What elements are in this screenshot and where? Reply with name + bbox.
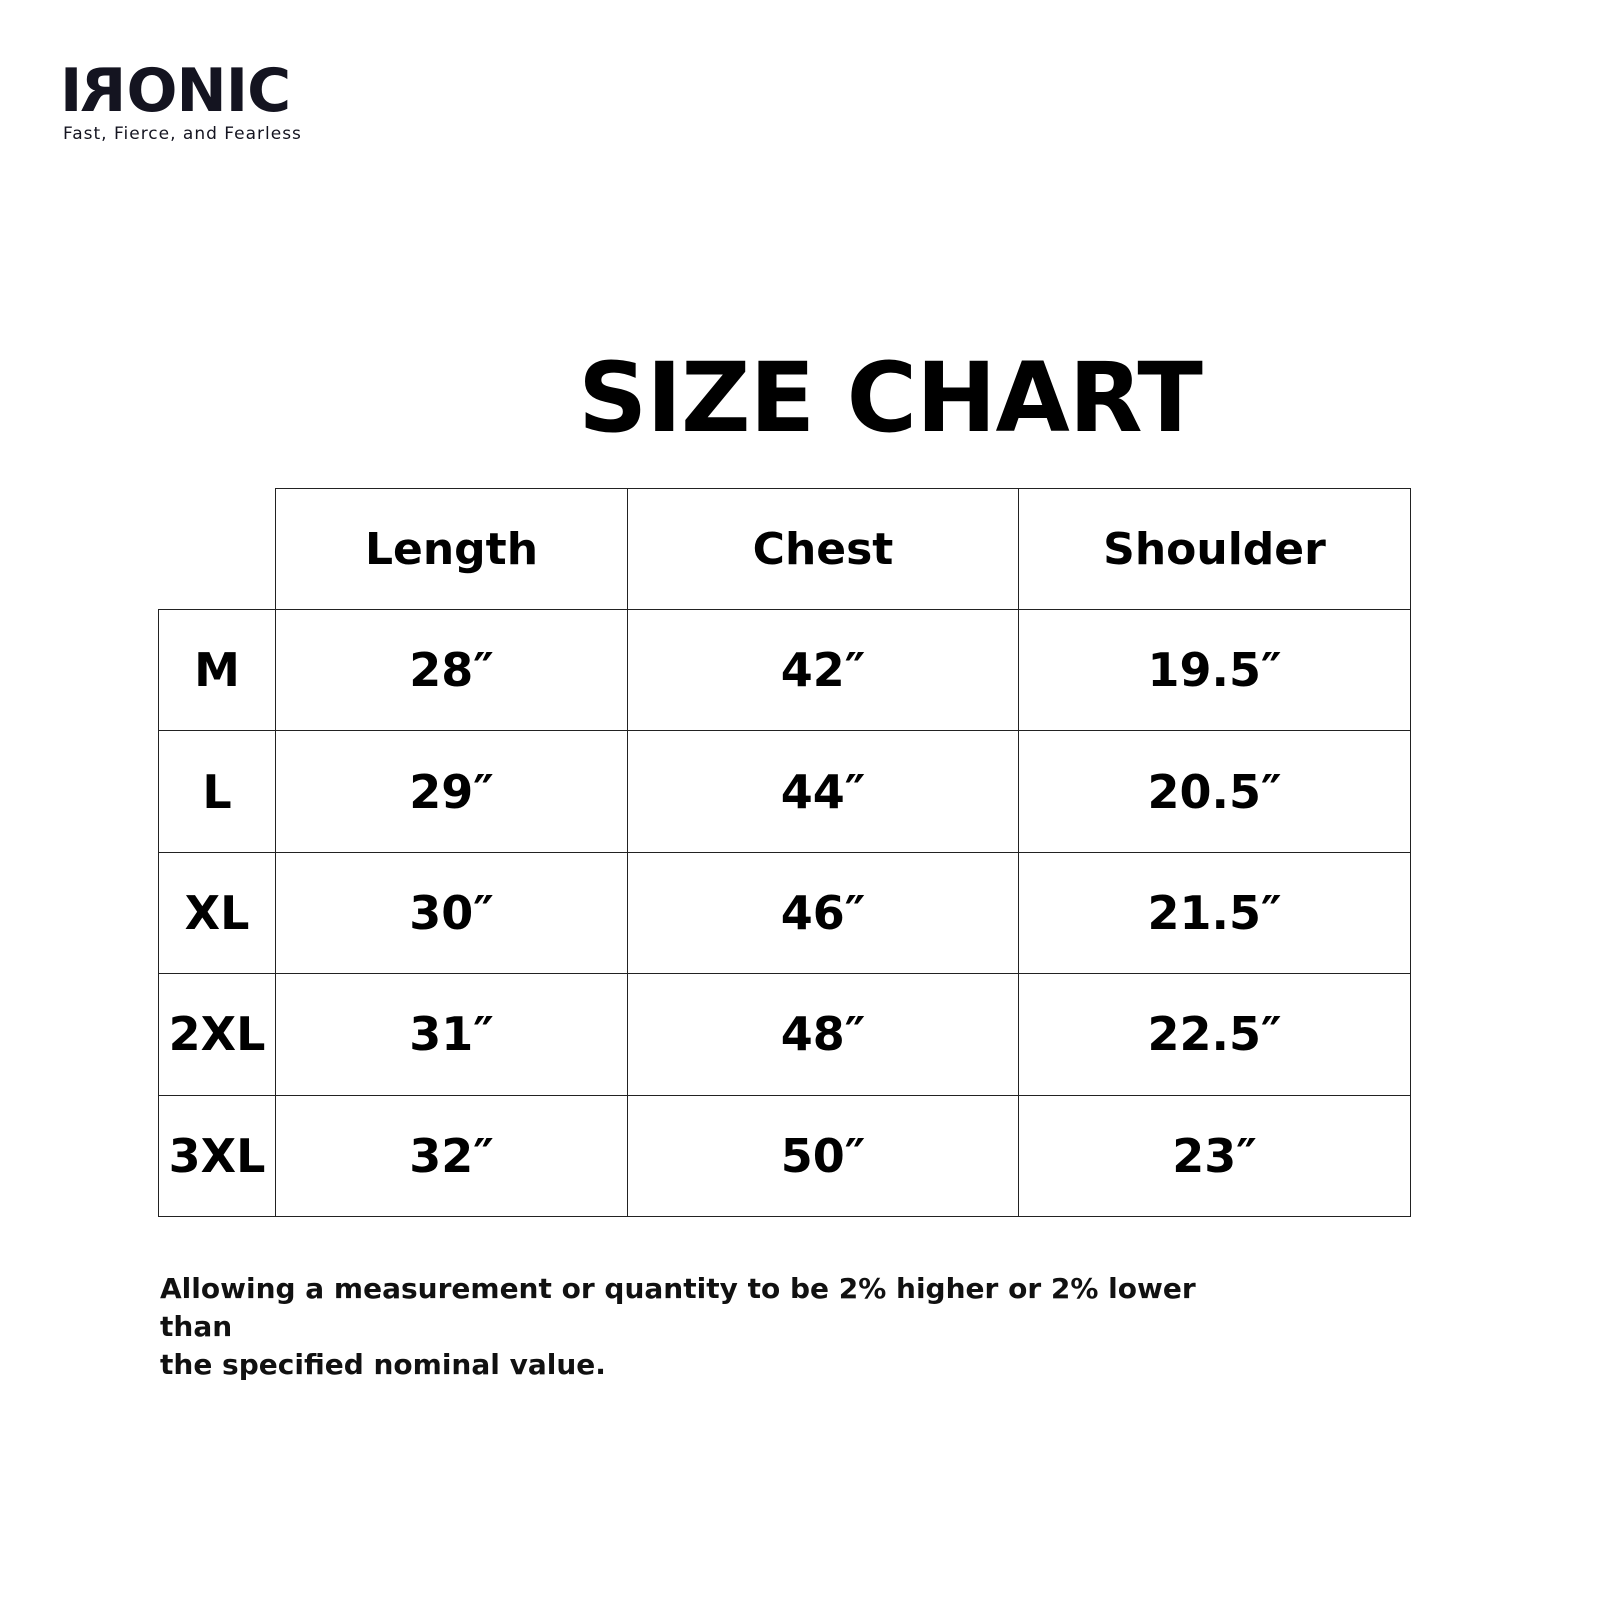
tolerance-note-line-2: the specified nominal value. — [160, 1348, 606, 1381]
measurement-length-l: 29″ — [275, 730, 628, 852]
measurement-shoulder-3xl: 23″ — [1018, 1095, 1411, 1217]
column-header-length: Length — [275, 488, 628, 610]
measurement-shoulder-2xl: 22.5″ — [1018, 973, 1411, 1095]
measurement-chest-xl: 46″ — [627, 852, 1019, 974]
page-title: SIZE CHART — [578, 342, 1202, 454]
measurement-length-2xl: 31″ — [275, 973, 628, 1095]
measurement-chest-l: 44″ — [627, 730, 1019, 852]
measurement-shoulder-l: 20.5″ — [1018, 730, 1411, 852]
size-label-xl: XL — [158, 852, 276, 974]
measurement-length-3xl: 32″ — [275, 1095, 628, 1217]
measurement-chest-m: 42″ — [627, 609, 1019, 731]
measurement-shoulder-m: 19.5″ — [1018, 609, 1411, 731]
brand-logo — [60, 56, 302, 144]
measurement-shoulder-xl: 21.5″ — [1018, 852, 1411, 974]
measurement-chest-3xl: 50″ — [627, 1095, 1019, 1217]
brand-tagline: Fast, Fierce, and Fearless — [63, 124, 302, 144]
size-label-3xl: 3XL — [158, 1095, 276, 1217]
size-label-2xl: 2XL — [158, 973, 276, 1095]
measurement-length-m: 28″ — [275, 609, 628, 731]
brand-mirrored-r: R — [81, 56, 127, 126]
tolerance-note-line-1: Allowing a measurement or quantity to be 2% higher or 2% lower than — [160, 1272, 1196, 1343]
brand-letter-i: I — [60, 56, 82, 126]
column-header-shoulder: Shoulder — [1018, 488, 1411, 610]
brand-wordmark — [60, 56, 302, 126]
measurement-length-xl: 30″ — [275, 852, 628, 974]
column-header-chest: Chest — [627, 488, 1019, 610]
measurement-chest-2xl: 48″ — [627, 973, 1019, 1095]
brand-letters-onic: ONIC — [126, 56, 291, 126]
size-label-m: M — [158, 609, 276, 731]
tolerance-note — [160, 1270, 1260, 1384]
size-label-l: L — [158, 730, 276, 852]
